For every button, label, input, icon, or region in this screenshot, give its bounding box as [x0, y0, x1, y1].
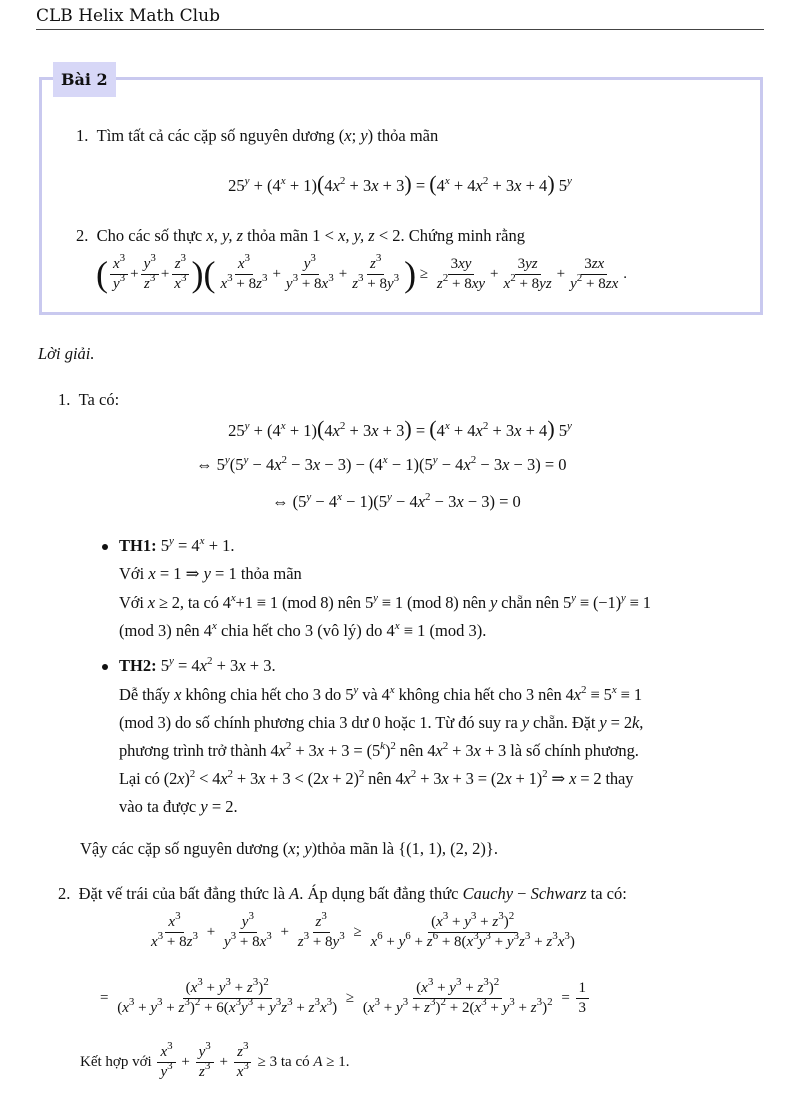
bullet-icon [102, 544, 108, 550]
final-conclusion: Kết hợp với $\frac{x^3}{y^3}$ + $\frac{y^3}{z^3}$ + $\frac{z^3}{x^3}$ ≥ 3 ta có A ≥ 1. [80, 1040, 350, 1080]
equation-1: $25^y + (4^x + 1)(4x^2 + 3x + 3) = (4^x + 4x^2 + 3x + 4)$ 5$^y$ [228, 171, 572, 196]
case-2-line-5: Lại có $(2x)^2 < 4x^2 + 3x + 3 < (2x + 2)^2$ nên $4x^2 + 3x + 3 = (2x + 1)^2$ ⇒ x = 2 thay [119, 768, 634, 788]
solution-item-1: 1. Ta có: [58, 390, 120, 409]
case-2-line-4: phương trình trở thành $4x^2 + 3x + 3 = (5^k)^2$ nên $4x^2 + 3x + 3$ là số chính phương. [119, 740, 639, 760]
equation-2: $25^y + (4^x + 1)(4x^2 + 3x + 3) = (4^x + 4x^2 + 3x + 4)$ 5$^y$ [228, 416, 572, 441]
case-2-title: TH2: $5^y = 4x^2 + 3x + 3$. [119, 655, 276, 675]
solution-item-2: 2. Đặt vế trái của bất đẳng thức là A. Áp dụng bất đẳng thức Cauchy − Schwarz ta có: [58, 884, 627, 903]
cauchy-schwarz-step-1: $\frac{x^3}{x^3 + 8z^3}$ + $\frac{y^3}{y^3 + 8x^3}$ + $\frac{z^3}{z^3 + 8y^3}$ ≥ $\frac{(x^3 + y^3 + z^3)^2}{x^6 + y^6 + z^6 + 8(x^3y^3 + y^3z^3 + z^3x^3)}$ [151, 910, 575, 950]
case-1-line-2: Với x = 1 ⇒ y = 1 thỏa mãn [119, 564, 302, 583]
cauchy-schwarz-step-2: = $\frac{(x^3 + y^3 + z^3)^2}{(x^3 + y^3 + z^3)^2 + 6(x^3y^3 + y^3z^3 + z^3x^3)}$ ≥ $\frac{(x^3 + y^3 + z^3)^2}{(x^3 + y^3 + z^3)^2 + 2(x^3 + y^3 + z^3)^2}$ = $\frac{1}{3}$ [100, 980, 591, 1017]
case-1-title: TH1: $5^y = 4^x + 1$. [119, 535, 235, 555]
case-1-line-3: Với x ≥ 2, ta có $4^x+1 \equiv 1$ (mod 8) nên $5^y \equiv 1$ (mod 8) nên y chẵn nên $5^y \equiv (-1)^y \equiv 1$ [119, 592, 651, 612]
case-2-line-6: vào ta được y = 2. [119, 797, 238, 816]
problem-item-1: 1. Tìm tất cả các cặp số nguyên dương (x; y) thỏa mãn [76, 126, 439, 145]
problem-title: Bài 2 [53, 62, 116, 97]
bullet-icon [102, 664, 108, 670]
equation-4: ⇔ $(5^y - 4^x - 1)(5^y - 4x^2 - 3x - 3) = 0$ [272, 491, 521, 511]
case-2-line-2: Dễ thấy x không chia hết cho 3 do 5$^y$ và 4$^x$ không chia hết cho 3 nên $4x^2 \equiv 5^x \equiv 1$ [119, 684, 643, 704]
page-header: CLB Helix Math Club [36, 6, 220, 26]
conclusion-1: Vậy các cặp số nguyên dương (x; y)thỏa mãn là {(1, 1), (2, 2)}. [80, 839, 498, 858]
header-rule [36, 29, 764, 30]
inequality-statement: ( $\frac{x^3}{y^3}$ + $\frac{y^3}{z^3}$ + $\frac{z^3}{x^3}$ )( $\frac{x^3}{x^3 + 8z^3}$ + $\frac{y^3}{y^3 + 8x^3}$ + $\frac{z^3}{z^3 + 8y^3}$ ) ≥ $\frac{3xy}{z^2 + 8xy}$ + $\frac{3yz}{x^2 + 8yz}$ + $\frac{3zx}{y^2 + 8zx}$ . [96, 252, 628, 295]
solution-heading: Lời giải. [38, 344, 95, 363]
equation-3: ⇔ $5^y(5^y - 4x^2 - 3x - 3) - (4^x - 1)(5^y - 4x^2 - 3x - 3) = 0$ [196, 454, 567, 474]
case-1-line-4: (mod 3) nên 4$^x$ chia hết cho 3 (vô lý) do $4^x \equiv 1$ (mod 3). [119, 620, 487, 640]
problem-item-2: 2. Cho các số thực x, y, z thỏa mãn 1 < x, y, z < 2. Chứng minh rằng [76, 226, 525, 245]
case-2-line-3: (mod 3) do số chính phương chia 3 dư 0 hoặc 1. Từ đó suy ra y chẵn. Đặt y = 2k, [119, 713, 644, 732]
